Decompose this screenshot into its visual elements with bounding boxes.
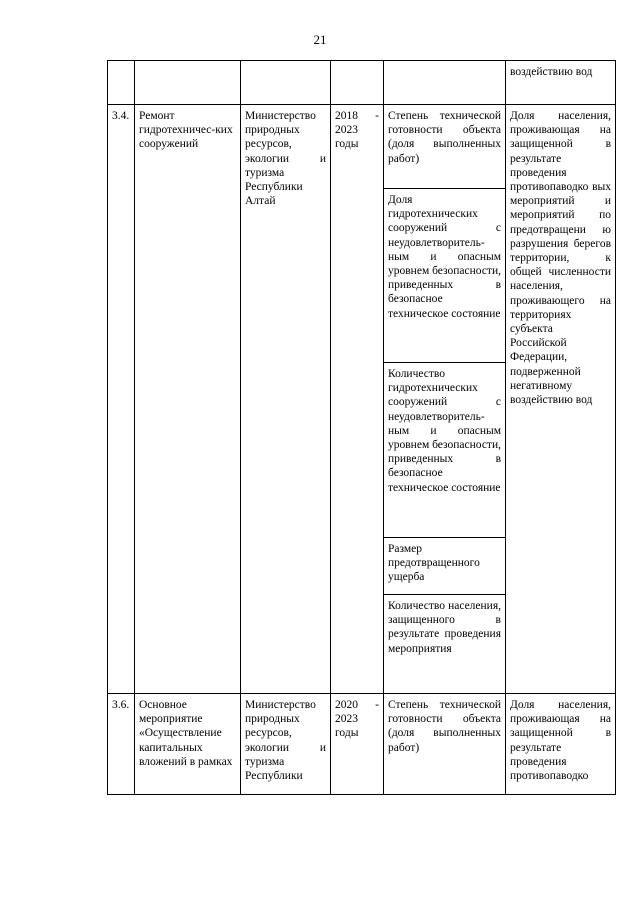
cell-indicator (384, 694, 506, 795)
cell-indicator (384, 595, 506, 694)
cell-years (331, 105, 384, 694)
measures-table (107, 60, 616, 795)
indicator-text: Количество населения, защищенного в результате проведения мероприятия (388, 600, 501, 655)
table-row (108, 105, 616, 189)
indicator-text: Количество гидротехнических сооружений с неудовлетворитель-ным и опасным уровнем безопасности, приведенных в безопасное техническое состояние (388, 368, 501, 494)
indicator-text: Доля гидротехнических сооружений с неудовлетворитель-ным и опасным уровнем безопасности, приведенных в безопасное техническое состояние (388, 194, 501, 320)
cell-goal-indicator (506, 61, 616, 105)
measure-name: Основное мероприятие «Осуществление капитальных вложений в рамках (139, 699, 233, 768)
cell-name (135, 61, 241, 105)
executor-text: Министерство природных ресурсов, экологии и туризма Республики Алтай (245, 110, 326, 208)
table-row (108, 694, 616, 795)
goal-indicator-text: Доля населения, проживающая на защищенной в результате проведения противопаводко (510, 699, 611, 783)
cell-indicator (384, 61, 506, 105)
page-number: 21 (313, 32, 327, 47)
years-range: 2020 - (335, 699, 379, 711)
goal-indicator-text: Доля населения, проживающая на защищенной в результате проведения противопаводко вых мероприятий и мероприятий по предотвращени ю разрушения берегов территории, к общей численности населения, проживающего на территориях субъекта Российской Федерации, подверженной негативному воздействию вод (510, 110, 611, 407)
cell-executor (241, 105, 331, 694)
cell-executor (241, 694, 331, 795)
indicator-text: Размер предотвращенного ущерба (388, 543, 480, 584)
cell-number (108, 105, 135, 694)
cell-goal-indicator (506, 105, 616, 694)
indicator-text: Степень технической готовности объекта (доля выполненных работ) (388, 110, 501, 165)
years-word: годы (335, 727, 359, 740)
cell-goal-indicator (506, 694, 616, 795)
cell-indicator (384, 538, 506, 595)
cell-number (108, 694, 135, 795)
measure-name: Ремонт гидротехничес-ких сооружений (139, 110, 233, 151)
years-range: 2018 - (335, 110, 379, 122)
cell-name (135, 694, 241, 795)
table-row (108, 61, 616, 105)
cell-number (108, 61, 135, 105)
years-end: 2023 (335, 124, 358, 137)
cell-indicator (384, 363, 506, 538)
cell-executor (241, 61, 331, 105)
executor-text: Министерство природных ресурсов, экологии и туризма Республики (245, 699, 326, 783)
row-number: 3.6. (112, 699, 130, 711)
cell-name (135, 105, 241, 694)
indicator-text: Степень технической готовности объекта (доля выполненных работ) (388, 699, 501, 754)
cell-indicator (384, 105, 506, 189)
cell-indicator (384, 189, 506, 363)
years-word: годы (335, 138, 359, 151)
row-number: 3.4. (112, 110, 130, 122)
goal-indicator-text: воздействию вод (510, 66, 593, 78)
cell-years (331, 61, 384, 105)
years-end: 2023 (335, 713, 358, 726)
cell-years (331, 694, 384, 795)
